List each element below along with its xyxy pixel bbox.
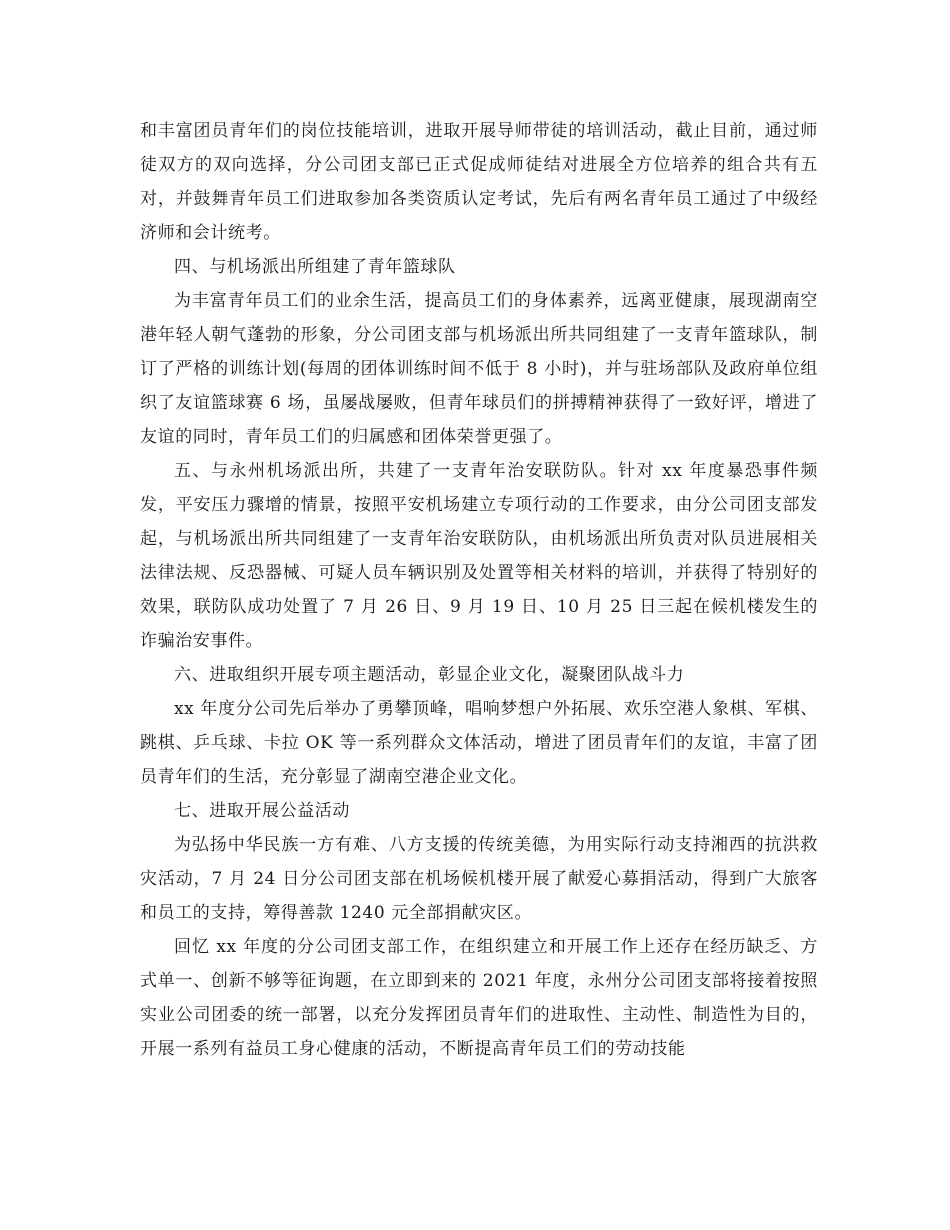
paragraph-security-team: 五、与永州机场派出所，共建了一支青年治安联防队。针对 xx 年度暴恐事件频发，平安压力骤增的情景，按照平安机场建立专项行动的工作要求，由分公司团支部发起，与机场派出所共同组建了一支青年治安联防队，由机场派出所负责对队员进展相关法律法规、反恐器械、可疑人员车辆识别及处置等相关材料的培训，并获得了特别好的效果，联防队成功处置了 7 月 26 日、9 月 19 日、10 月 25 日三起在候机楼发生的诈骗治安事件。 — [140, 461, 818, 651]
document-body — [140, 114, 818, 1066]
section-heading-charity: 七、进取开展公益活动 — [174, 801, 350, 821]
paragraph-charity: 为弘扬中华民族一方有难、八方支援的传统美德，为用实际行动支持湘西的抗洪救灾活动，7 月 24 日分公司团支部在机场候机楼开展了献爱心募捐活动，得到广大旅客和员工的支持，筹得善款 1240 元全部捐献灾区。 — [140, 835, 818, 923]
paragraph-activities: xx 年度分公司先后举办了勇攀顶峰，唱响梦想户外拓展、欢乐空港人象棋、军棋、跳棋、乒乓球、卡拉 OK 等一系列群众文体活动，增进了团员青年们的友谊，丰富了团员青年们的生活，充分彰显了湖南空港企业文化。 — [140, 699, 818, 787]
section-heading-basketball: 四、与机场派出所组建了青年篮球队 — [174, 257, 456, 277]
section-heading-activities: 六、进取组织开展专项主题活动，彰显企业文化，凝聚团队战斗力 — [174, 665, 685, 685]
paragraph-training: 和丰富团员青年们的岗位技能培训，进取开展导师带徒的培训活动，截止目前，通过师徒双方的双向选择，分公司团支部已正式促成师徒结对进展全方位培养的组合共有五对，并鼓舞青年员工们进取参加各类资质认定考试，先后有两名青年员工通过了中级经济师和会计统考。 — [140, 121, 818, 243]
paragraph-review: 回忆 xx 年度的分公司团支部工作，在组织建立和开展工作上还存在经历缺乏、方式单一、创新不够等征询题，在立即到来的 2021 年度，永州分公司团支部将接着按照实业公司团委的统一部署，以充分发挥团员青年们的进取性、主动性、制造性为目的，开展一系列有益员工身心健康的活动，不断提高青年员工们的劳动技能 — [140, 937, 818, 1059]
paragraph-basketball: 为丰富青年员工们的业余生活，提高员工们的身体素养，远离亚健康，展现湖南空港年轻人朝气蓬勃的形象，分公司团支部与机场派出所共同组建了一支青年篮球队，制订了严格的训练计划(每周的团体训练时间不低于 8 小时)，并与驻场部队及政府单位组织了友谊篮球赛 6 场，虽屡战屡败，但青年球员们的拼搏精神获得了一致好评，增进了友谊的同时，青年员工们的归属感和团体荣誉更强了。 — [140, 291, 818, 447]
